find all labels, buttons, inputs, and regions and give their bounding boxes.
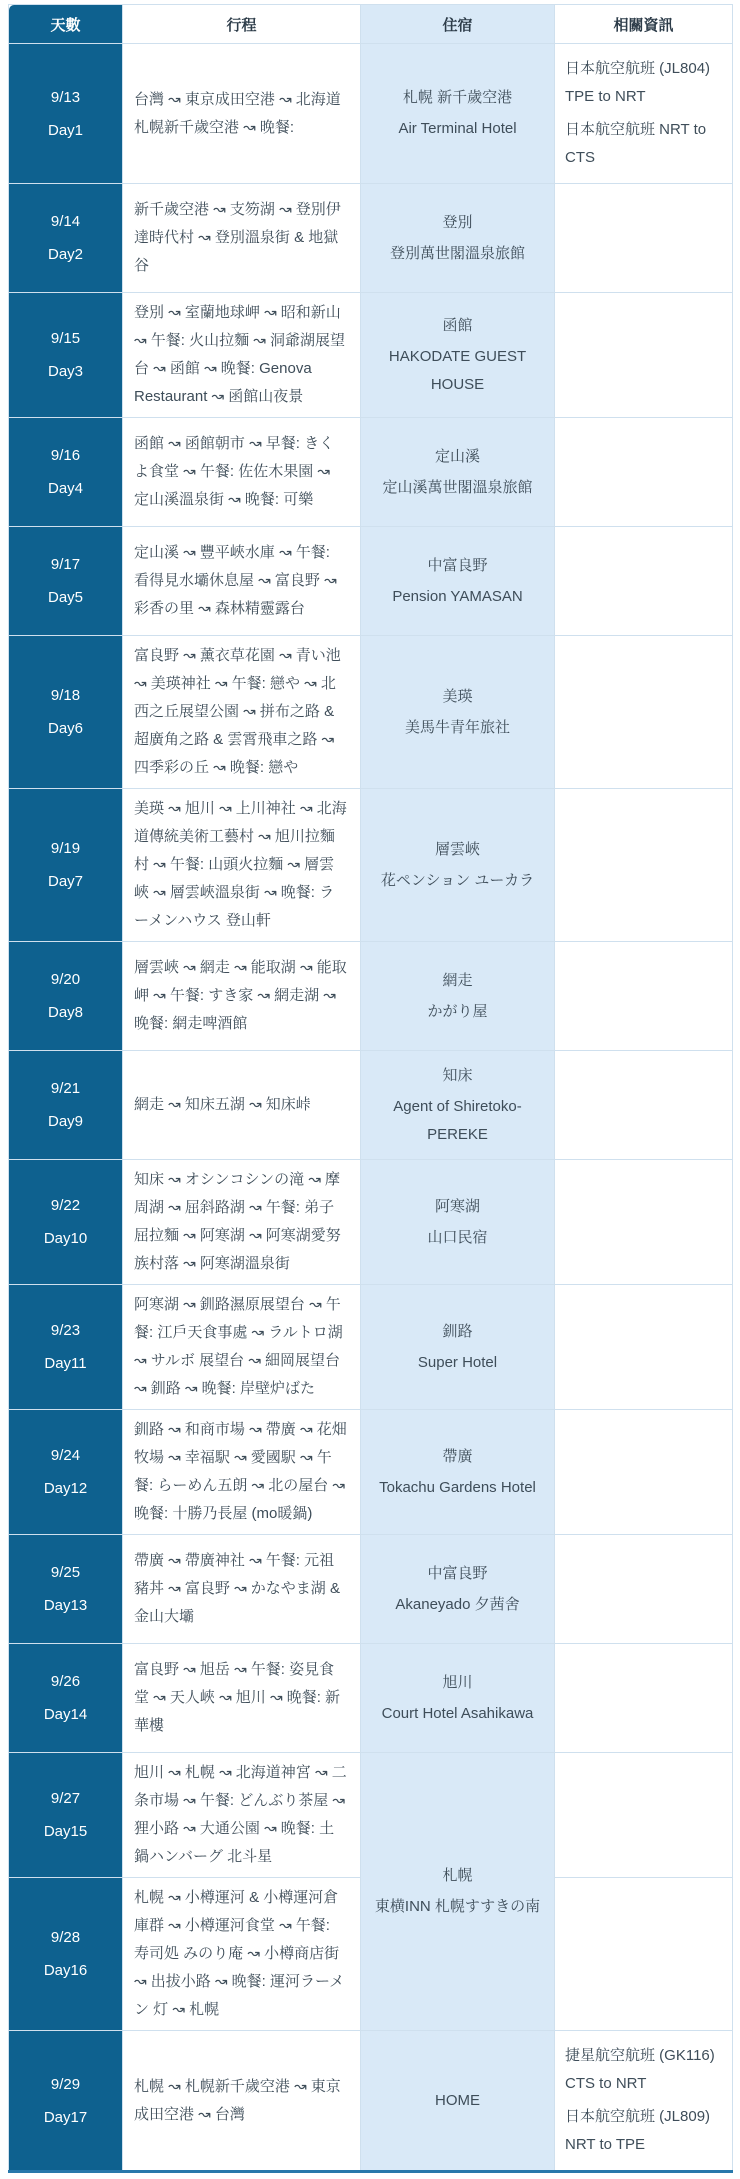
itinerary-cell	[123, 293, 361, 418]
day-cell	[9, 1535, 123, 1644]
stay-line: 帶廣	[442, 1447, 473, 1465]
info-cell	[555, 44, 733, 184]
date-label: 9/18	[50, 687, 81, 704]
itinerary-cell	[123, 1535, 361, 1644]
stay-line: Pension YAMASAN	[392, 587, 523, 605]
stay-cell	[361, 1753, 555, 2031]
day-number-label: Day13	[43, 1597, 88, 1614]
stay-line: 中富良野	[427, 1564, 488, 1582]
date-label: 9/16	[50, 447, 81, 464]
day-number-label: Day7	[47, 873, 84, 890]
day-cell	[9, 1051, 123, 1160]
stay-line: Air Terminal Hotel	[398, 120, 517, 137]
header-info: 相關資訊	[555, 5, 733, 44]
stay-line: Agent of Shiretoko-PEREKE	[393, 1097, 522, 1143]
stay-line: 花ペンション ユーカラ	[380, 871, 535, 889]
itinerary-text: 阿寒湖 ↝ 釧路濕原展望台 ↝ 午餐: 江戶天食事處 ↝ ラルトロ湖 ↝ サルボ 展望台 ↝ 細岡展望台 ↝ 釧路 ↝ 晚餐: 岸壁炉ばた	[134, 1296, 343, 1397]
stay-line: 定山溪萬世閣溫泉旅館	[382, 478, 533, 496]
date-label: 9/29	[50, 2075, 81, 2093]
itinerary-text: 定山溪 ↝ 豐平峽水庫 ↝ 午餐: 看得見水壩休息屋 ↝ 富良野 ↝ 彩香の里 ↝ 森林精靈露台	[134, 544, 337, 617]
info-cell	[555, 293, 733, 418]
itinerary-cell	[123, 1160, 361, 1285]
day-number-label: Day12	[43, 1480, 88, 1497]
header-stay: 住宿	[361, 5, 555, 44]
stay-cell	[361, 942, 555, 1051]
stay-cell	[361, 1051, 555, 1160]
stay-line: 東横INN 札幌すすきの南	[374, 1898, 541, 1915]
table-row	[9, 2031, 733, 2172]
stay-line: Super Hotel	[417, 1353, 498, 1371]
itinerary-cell	[123, 1051, 361, 1160]
stay-line: 阿寒湖	[434, 1197, 480, 1215]
day-cell	[9, 636, 123, 789]
day-number-label: Day15	[43, 1823, 88, 1840]
table-header	[9, 5, 733, 44]
itinerary-cell	[123, 2031, 361, 2172]
stay-cell	[361, 1285, 555, 1410]
itinerary-cell	[123, 1878, 361, 2031]
day-cell	[9, 789, 123, 942]
date-label: 9/25	[50, 1564, 81, 1581]
stay-cell	[361, 1644, 555, 1753]
itinerary-text: 富良野 ↝ 旭岳 ↝ 午餐: 姿見食堂 ↝ 天人峽 ↝ 旭川 ↝ 晚餐: 新華樓	[134, 1661, 341, 1734]
itinerary-cell	[123, 789, 361, 942]
itinerary-text: 美瑛 ↝ 旭川 ↝ 上川神社 ↝ 北海道傳統美術工藝村 ↝ 旭川拉麵村 ↝ 午餐: 山頭火拉麵 ↝ 層雲峽 ↝ 層雲峽溫泉街 ↝ 晚餐: ラーメンハウス 登山軒	[134, 800, 347, 929]
stay-line: Akaneyado 夕茜舍	[395, 1595, 520, 1613]
info-line: 日本航空航班 NRT to CTS	[565, 121, 707, 166]
stay-cell	[361, 1410, 555, 1535]
stay-cell	[361, 636, 555, 789]
day-number-label: Day17	[43, 2108, 88, 2126]
date-label: 9/14	[50, 213, 81, 230]
stay-line: 登別萬世閣溫泉旅館	[389, 244, 525, 262]
itinerary-cell	[123, 942, 361, 1051]
info-cell	[555, 942, 733, 1051]
table-row	[9, 1160, 733, 1285]
stay-cell	[361, 1160, 555, 1285]
date-label: 9/22	[50, 1197, 81, 1214]
day-number-label: Day6	[47, 720, 84, 737]
itinerary-text: 網走 ↝ 知床五湖 ↝ 知床峠	[134, 1096, 311, 1113]
info-cell	[555, 1753, 733, 1878]
date-label: 9/21	[50, 1080, 81, 1097]
info-cell	[555, 636, 733, 789]
stay-line: 札幌	[442, 1867, 473, 1884]
stay-line: 知床	[442, 1066, 473, 1084]
day-cell	[9, 418, 123, 527]
info-cell	[555, 1160, 733, 1285]
day-number-label: Day16	[43, 1962, 88, 1979]
info-cell	[555, 418, 733, 527]
day-number-label: Day8	[47, 1004, 84, 1021]
info-cell	[555, 789, 733, 942]
itinerary-table	[8, 4, 733, 2173]
stay-line: 登別	[442, 213, 473, 231]
itinerary-cell	[123, 418, 361, 527]
date-label: 9/27	[50, 1790, 81, 1807]
stay-line: HAKODATE GUEST HOUSE	[388, 347, 527, 393]
stay-cell	[361, 418, 555, 527]
date-label: 9/19	[50, 840, 81, 857]
table-row	[9, 1753, 733, 1878]
stay-cell	[361, 2031, 555, 2172]
day-cell	[9, 1753, 123, 1878]
info-cell	[555, 2031, 733, 2172]
day-number-label: Day14	[43, 1706, 88, 1723]
itinerary-text: 札幌 ↝ 札幌新千歲空港 ↝ 東京成田空港 ↝ 台灣	[134, 2077, 341, 2123]
day-number-label: Day3	[47, 363, 84, 380]
date-label: 9/13	[50, 88, 81, 106]
itinerary-cell	[123, 1410, 361, 1535]
date-label: 9/23	[50, 1322, 81, 1339]
stay-cell	[361, 184, 555, 293]
itinerary-text: 富良野 ↝ 薰衣草花園 ↝ 青い池 ↝ 美瑛神社 ↝ 午餐: 戀や ↝ 北西之丘展望公園 ↝ 拼布之路 & 超廣角之路 & 雲霄飛車之路 ↝ 四季彩の丘 ↝ 晚餐: 戀や	[134, 647, 341, 776]
info-line: 日本航空航班 (JL809) NRT to TPE	[565, 2108, 711, 2153]
stay-line: 山口民宿	[427, 1228, 488, 1246]
table-row	[9, 1535, 733, 1644]
table-row	[9, 1051, 733, 1160]
table-row	[9, 1285, 733, 1410]
stay-line: 美瑛	[442, 687, 473, 705]
stay-line: HOME	[435, 2091, 480, 2109]
stay-line: かがり屋	[427, 1002, 488, 1020]
date-label: 9/24	[50, 1447, 81, 1464]
itinerary-cell	[123, 636, 361, 789]
stay-line: Court Hotel Asahikawa	[381, 1704, 534, 1722]
table-row	[9, 789, 733, 942]
table-row	[9, 1644, 733, 1753]
info-cell	[555, 184, 733, 293]
table-row	[9, 527, 733, 636]
table-row	[9, 418, 733, 527]
itinerary-text: 登別 ↝ 室蘭地球岬 ↝ 昭和新山 ↝ 午餐: 火山拉麵 ↝ 洞爺湖展望台 ↝ 函館 ↝ 晚餐: Genova Restaurant ↝ 函館山夜景	[134, 304, 345, 405]
stay-line: 札幌 新千歲空港	[402, 89, 513, 106]
stay-cell	[361, 527, 555, 636]
info-cell	[555, 1535, 733, 1644]
itinerary-text: 台灣 ↝ 東京成田空港 ↝ 北海道札幌新千歲空港 ↝ 晚餐:	[134, 90, 341, 136]
day-cell	[9, 44, 123, 184]
stay-cell	[361, 293, 555, 418]
day-number-label: Day9	[47, 1113, 84, 1130]
date-label: 9/20	[50, 971, 81, 988]
day-cell	[9, 184, 123, 293]
day-number-label: Day5	[47, 589, 84, 606]
day-number-label: Day4	[47, 480, 84, 497]
stay-cell	[361, 1535, 555, 1644]
day-cell	[9, 1644, 123, 1753]
itinerary-cell	[123, 1285, 361, 1410]
header-itinerary: 行程	[123, 5, 361, 44]
stay-cell	[361, 789, 555, 942]
day-cell	[9, 293, 123, 418]
date-label: 9/17	[50, 556, 81, 573]
table-row	[9, 1410, 733, 1535]
info-cell	[555, 527, 733, 636]
day-number-label: Day11	[44, 1355, 87, 1372]
date-label: 9/28	[50, 1929, 81, 1946]
itinerary-cell	[123, 184, 361, 293]
table-row	[9, 184, 733, 293]
info-cell	[555, 1644, 733, 1753]
table-row	[9, 44, 733, 184]
info-cell	[555, 1051, 733, 1160]
stay-line: 中富良野	[427, 556, 488, 574]
info-cell	[555, 1878, 733, 2031]
day-cell	[9, 527, 123, 636]
itinerary-text: 新千歲空港 ↝ 支笏湖 ↝ 登別伊達時代村 ↝ 登別溫泉街 & 地獄谷	[134, 201, 341, 274]
day-cell	[9, 942, 123, 1051]
info-cell	[555, 1410, 733, 1535]
stay-cell	[361, 44, 555, 184]
table-row	[9, 636, 733, 789]
day-cell	[9, 2031, 123, 2172]
itinerary-text: 釧路 ↝ 和商市場 ↝ 帶廣 ↝ 花畑牧場 ↝ 幸福駅 ↝ 愛國駅 ↝ 午餐: らーめん五朗 ↝ 北の屋台 ↝ 晚餐: 十勝乃長屋 (mo暖鍋)	[134, 1421, 347, 1522]
stay-line: Tokachu Gardens Hotel	[379, 1478, 536, 1496]
itinerary-cell	[123, 527, 361, 636]
itinerary-text: 旭川 ↝ 札幌 ↝ 北海道神宮 ↝ 二条市場 ↝ 午餐: どんぶり茶屋 ↝ 狸小路 ↝ 大通公園 ↝ 晚餐: 土鍋ハンバーグ 北斗星	[134, 1764, 347, 1865]
itinerary-text: 知床 ↝ オシンコシンの滝 ↝ 摩周湖 ↝ 屈斜路湖 ↝ 午餐: 弟子屈拉麵 ↝ 阿寒湖 ↝ 阿寒湖愛努族村落 ↝ 阿寒湖溫泉街	[134, 1171, 341, 1272]
itinerary-cell	[123, 44, 361, 184]
itinerary-cell	[123, 1753, 361, 1878]
stay-line: 網走	[442, 971, 473, 989]
itinerary-text: 層雲峽 ↝ 網走 ↝ 能取湖 ↝ 能取岬 ↝ 午餐: すき家 ↝ 網走湖 ↝ 晚餐: 網走啤酒館	[134, 959, 347, 1032]
stay-line: 釧路	[442, 1322, 473, 1340]
info-cell	[555, 1285, 733, 1410]
day-cell	[9, 1410, 123, 1535]
day-cell	[9, 1878, 123, 2031]
header-days: 天數	[9, 5, 123, 44]
stay-line: 函館	[442, 316, 473, 334]
itinerary-table-body	[9, 44, 733, 2172]
day-number-label: Day10	[43, 1230, 88, 1247]
stay-line: 定山溪	[434, 447, 480, 465]
stay-line: 層雲峽	[434, 840, 480, 858]
stay-line: 美馬牛青年旅社	[404, 718, 510, 736]
day-cell	[9, 1285, 123, 1410]
table-row	[9, 942, 733, 1051]
itinerary-text: 札幌 ↝ 小樽運河 & 小樽運河倉庫群 ↝ 小樽運河食堂 ↝ 午餐: 寿司処 みのり庵 ↝ 小樽商店街 ↝ 出拔小路 ↝ 晚餐: 運河ラーメン 灯 ↝ 札幌	[134, 1889, 345, 2018]
stay-line: 旭川	[442, 1673, 473, 1691]
date-label: 9/15	[50, 330, 81, 347]
itinerary-text: 函館 ↝ 函館朝市 ↝ 早餐: きくよ食堂 ↝ 午餐: 佐佐木果園 ↝ 定山溪溫泉街 ↝ 晚餐: 可樂	[134, 435, 335, 508]
table-row	[9, 293, 733, 418]
info-line: 捷星航空航班 (GK116) CTS to NRT	[565, 2047, 715, 2092]
day-cell	[9, 1160, 123, 1285]
itinerary-text: 帶廣 ↝ 帶廣神社 ↝ 午餐: 元祖豬丼 ↝ 富良野 ↝ かなやま湖 & 金山大壩	[134, 1552, 340, 1625]
itinerary-cell	[123, 1644, 361, 1753]
day-number-label: Day1	[47, 121, 84, 139]
info-line: 日本航空航班 (JL804) TPE to NRT	[565, 60, 711, 105]
day-number-label: Day2	[47, 246, 84, 263]
date-label: 9/26	[50, 1673, 81, 1690]
